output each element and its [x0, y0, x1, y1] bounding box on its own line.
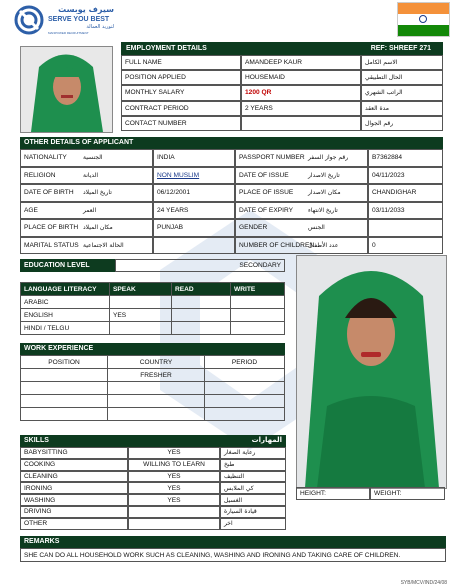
work-cell: [205, 382, 285, 395]
detail-arabic-left: تاريخ الميلاد: [83, 189, 112, 197]
language-cell: [172, 309, 231, 322]
work-experience-header: [20, 343, 285, 355]
work-header-row: [21, 356, 285, 369]
detail-arabic-left: الديانة: [83, 171, 99, 179]
skills-title-arabic: المهارات: [251, 436, 282, 444]
detail-arabic-right: مكان الاصدار: [308, 189, 341, 197]
detail-value-left: 24 YEARS: [153, 202, 235, 220]
applicant-photo-large: [296, 255, 447, 489]
other-details-title: OTHER DETAILS OF APPLICANT: [24, 139, 134, 146]
skill-arabic: التنظيف: [220, 471, 286, 483]
detail-label-left: AGE: [20, 202, 153, 220]
detail-row: [20, 202, 443, 220]
detail-arabic-right: رقم جواز السفر: [308, 154, 349, 162]
skill-arabic: اخر: [220, 518, 286, 530]
remarks-title: REMARKS: [24, 538, 60, 545]
skill-arabic: كي الملابس: [220, 482, 286, 494]
skill-row: [20, 459, 286, 471]
detail-arabic-right: تاريخ الاصدار: [308, 171, 340, 179]
detail-value-left: [153, 237, 235, 255]
detail-label-right: NUMBER OF CHILDREN: [235, 237, 368, 255]
weight-field: WEIGHT:: [370, 487, 445, 500]
work-cell: [108, 395, 205, 408]
work-experience-title: WORK EXPERIENCE: [24, 345, 94, 352]
write-header: WRITE: [231, 283, 285, 296]
skill-value: YES: [128, 482, 220, 494]
company-logo: [14, 5, 114, 37]
detail-value-right: 03/11/2033: [368, 202, 443, 220]
height-field: HEIGHT:: [296, 487, 370, 500]
read-header: READ: [172, 283, 231, 296]
skill-arabic: رعاية الصغار: [220, 447, 286, 459]
skill-name: BABYSITTING: [20, 447, 128, 459]
detail-label-left: PLACE OF BIRTH: [20, 219, 153, 237]
skill-name: CLEANING: [20, 471, 128, 483]
language-header: LANGUAGE LITERACY: [21, 283, 110, 296]
language-table: [20, 282, 285, 335]
detail-row: [20, 167, 443, 185]
employment-row: [121, 55, 443, 70]
employment-field-label: CONTACT NUMBER: [121, 116, 241, 131]
work-cell: [205, 395, 285, 408]
skill-name: IRONING: [20, 482, 128, 494]
work-cell: [108, 382, 205, 395]
logo-mark-icon: [14, 5, 44, 35]
employment-field-value: AMANDEEP KAUR: [241, 55, 361, 70]
language-header-row: [21, 283, 285, 296]
skill-value: [128, 506, 220, 518]
remarks-header: [20, 536, 446, 548]
logo-name: SERVE YOU BEST: [48, 16, 110, 23]
skill-row: [20, 447, 286, 459]
employment-field-value: 1200 QR: [241, 85, 361, 100]
language-row: [21, 322, 285, 335]
detail-label-right: GENDER: [235, 219, 368, 237]
skill-row: [20, 482, 286, 494]
skill-arabic: طبخ: [220, 459, 286, 471]
detail-label-right: DATE OF EXPIRY: [235, 202, 368, 220]
employment-field-arabic: رقم الجوال: [361, 116, 443, 131]
skill-name: OTHER: [20, 518, 128, 530]
detail-label-left: RELIGION: [20, 167, 153, 185]
skill-row: [20, 518, 286, 530]
skill-value: [128, 518, 220, 530]
detail-value-right: CHANDIGHAR: [368, 184, 443, 202]
work-row: [21, 408, 285, 421]
skill-value: YES: [128, 447, 220, 459]
work-cell: [21, 382, 108, 395]
work-cell: [205, 369, 285, 382]
skill-name: WASHING: [20, 494, 128, 506]
skill-value: YES: [128, 471, 220, 483]
work-row: [21, 382, 285, 395]
work-cell: [21, 395, 108, 408]
employment-field-arabic: الراتب الشهري: [361, 85, 443, 100]
skill-value: WILLING TO LEARN: [128, 459, 220, 471]
logo-tag: MANPOWER RECRUITMENT: [48, 31, 89, 35]
employment-field-label: FULL NAME: [121, 55, 241, 70]
detail-arabic-left: مكان الميلاد: [83, 224, 113, 232]
skill-row: [20, 471, 286, 483]
detail-value-left: PUNJAB: [153, 219, 235, 237]
period-header: PERIOD: [205, 356, 285, 369]
detail-row: [20, 184, 443, 202]
detail-arabic-left: الحالة الاجتماعية: [83, 241, 124, 249]
work-row: [21, 395, 285, 408]
detail-value-right: 0: [368, 237, 443, 255]
work-cell: [21, 369, 108, 382]
employment-field-value: [241, 116, 361, 131]
skill-name: COOKING: [20, 459, 128, 471]
language-cell: [231, 296, 285, 309]
detail-arabic-right: تاريخ الانتهاء: [308, 206, 338, 214]
skill-arabic: قيادة السيارة: [220, 506, 286, 518]
employment-field-arabic: الاسم الكامل: [361, 55, 443, 70]
language-cell: [172, 322, 231, 335]
detail-arabic-right: الجنس: [308, 224, 325, 232]
work-cell: [205, 408, 285, 421]
work-cell: [21, 408, 108, 421]
language-cell: [110, 296, 172, 309]
detail-label-right: PASSPORT NUMBER: [235, 149, 368, 167]
position-header: POSITION: [21, 356, 108, 369]
detail-arabic-left: العمر: [83, 206, 97, 214]
detail-value-right: [368, 219, 443, 237]
other-details-header: [20, 137, 443, 149]
language-row: [21, 309, 285, 322]
language-cell: ARABIC: [21, 296, 110, 309]
skill-arabic: الغسيل: [220, 494, 286, 506]
logo-arabic: سيرف يوبست: [58, 5, 114, 14]
employment-field-label: MONTHLY SALARY: [121, 85, 241, 100]
detail-value-right: 04/11/2023: [368, 167, 443, 185]
employment-header: [121, 42, 443, 55]
work-table: [20, 355, 285, 421]
detail-label-left: DATE OF BIRTH: [20, 184, 153, 202]
language-row: [21, 296, 285, 309]
work-row: [21, 369, 285, 382]
detail-value-left: 06/12/2001: [153, 184, 235, 202]
language-cell: HINDI / TELGU: [21, 322, 110, 335]
language-cell: [110, 322, 172, 335]
remarks-text: SHE CAN DO ALL HOUSEHOLD WORK SUCH AS CLEANING, WASHING AND IRONING AND TAKING CARE OF CHILDREN.: [20, 548, 446, 562]
employment-field-arabic: مدة العقد: [361, 101, 443, 116]
language-cell: ENGLISH: [21, 309, 110, 322]
detail-value-left: INDIA: [153, 149, 235, 167]
work-cell: [108, 408, 205, 421]
detail-label-right: PLACE OF ISSUE: [235, 184, 368, 202]
language-cell: [231, 322, 285, 335]
applicant-photo-small: [20, 46, 113, 133]
employment-row: [121, 70, 443, 85]
work-cell: FRESHER: [108, 369, 205, 382]
detail-value-right: B7362884: [368, 149, 443, 167]
skill-row: [20, 494, 286, 506]
detail-row: [20, 237, 443, 255]
detail-arabic-right: عدد الأطفال: [308, 241, 339, 249]
employment-field-arabic: الحال التطبيقي: [361, 70, 443, 85]
detail-label-right: DATE OF ISSUE: [235, 167, 368, 185]
skills-title: SKILLS: [24, 437, 49, 444]
employment-field-label: POSITION APPLIED: [121, 70, 241, 85]
education-value: SECONDARY: [115, 259, 285, 272]
country-header: COUNTRY: [108, 356, 205, 369]
language-cell: YES: [110, 309, 172, 322]
skill-value: YES: [128, 494, 220, 506]
detail-row: [20, 149, 443, 167]
detail-label-left: MARITAL STATUS: [20, 237, 153, 255]
employment-field-value: 2 YEARS: [241, 101, 361, 116]
india-flag-icon: [397, 2, 450, 37]
employment-row: [121, 85, 443, 100]
employment-title: EMPLOYMENT DETAILS: [126, 45, 207, 52]
skill-name: DRIVING: [20, 506, 128, 518]
education-label: EDUCATION LEVEL: [24, 262, 90, 269]
education-label-box: [20, 259, 115, 272]
employment-field-label: CONTRACT PERIOD: [121, 101, 241, 116]
detail-row: [20, 219, 443, 237]
skill-row: [20, 506, 286, 518]
detail-value-left: NON MUSLIM: [153, 167, 235, 185]
detail-label-left: NATIONALITY: [20, 149, 153, 167]
detail-arabic-left: الجنسية: [83, 154, 103, 162]
logo-sub-arabic: لتوريد العمالة: [86, 24, 114, 30]
ref-number: REF: SHREEF 271: [370, 45, 431, 52]
employment-row: [121, 101, 443, 116]
footer-code: SYB/MCV/IND/24/08: [400, 580, 447, 586]
employment-row: [121, 116, 443, 131]
language-cell: [231, 309, 285, 322]
language-cell: [172, 296, 231, 309]
skills-header: [20, 435, 286, 447]
speak-header: SPEAK: [110, 283, 172, 296]
employment-field-value: HOUSEMAID: [241, 70, 361, 85]
